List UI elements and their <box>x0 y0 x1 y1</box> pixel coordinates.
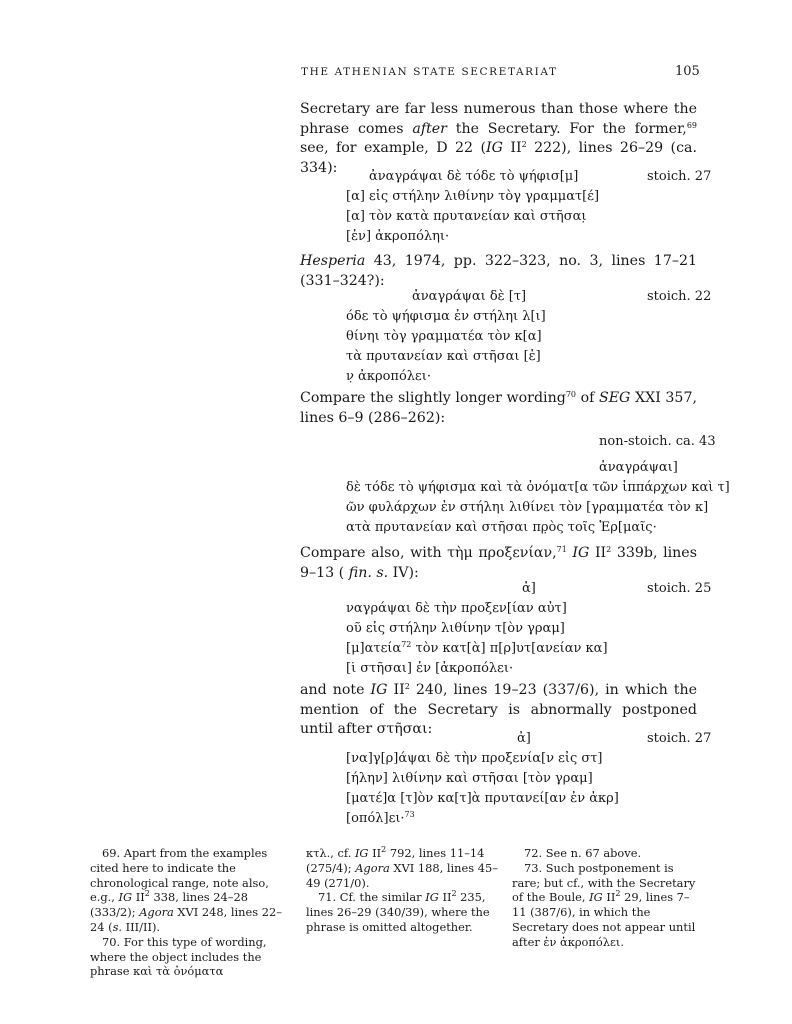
text: κτλ., cf. <box>306 846 355 860</box>
inscription-line: [να]γ[ρ]άψαι δὲ τὴν προξενία[ν εἰς στ] <box>346 751 603 766</box>
stoich-label: stoich. 22 <box>647 289 712 304</box>
emphasis: Agora <box>355 860 390 875</box>
paragraph-3 <box>300 389 697 428</box>
text: 43, 1974, pp. 322–323, no. 3, lines 17–21 (331–324?): <box>300 253 697 289</box>
journal-title: Hesperia <box>300 253 366 269</box>
text: XVI 248, lines 22–24 ( <box>90 905 282 934</box>
text: τὸν κατ[ὰ] π[ρ]υτ[ανείαν κα] <box>411 641 608 656</box>
emphasis: IG <box>354 846 369 860</box>
superscript: 2 <box>615 889 621 899</box>
footnote-ref: 70 <box>565 390 576 399</box>
inscription-line: ατὰ πρυτανείαν καὶ στῆσαι πρ̣ὸς τοῖς Ἑρ[μαῖς· <box>346 520 657 535</box>
emphasis: s. <box>112 919 123 934</box>
footnote-ref: 69 <box>686 120 697 130</box>
inscription-line: θίνηι τὸγ γραμματέα τὸν κ[α] <box>346 329 542 344</box>
inscription-line: ἀ] <box>517 731 531 746</box>
inscription-line <box>346 639 608 660</box>
text: II <box>387 682 405 698</box>
text: II <box>502 140 522 157</box>
superscript: 2 <box>381 845 387 854</box>
text: II <box>602 890 616 905</box>
text: [μ]ατεία <box>346 641 402 656</box>
emphasis: IG <box>118 890 133 905</box>
footnotes-column-3 <box>512 846 704 950</box>
footnotes-column-1 <box>90 846 282 979</box>
text: 29, lines 7–11 (387/6), in which the Secretary does not appear until after ἐν ἀκροπόλει. <box>512 890 696 949</box>
footnote-72: 72. See n. 67 above. <box>524 846 642 860</box>
inscription-line <box>346 809 415 830</box>
inscription-line: ῶν φυλάρχων ἐν στήληι λιθίνει τὸν [γραμματέα τὸν κ] <box>346 500 709 515</box>
footnote-ref: 73 <box>404 810 415 819</box>
text: 338, lines 24–28 (333/2); <box>90 890 248 920</box>
emphasis: IG <box>572 545 590 561</box>
text: Secretary are far less numerous than those where the phrase comes <box>300 101 697 137</box>
text: III/II). <box>122 919 161 934</box>
emphasis: IG <box>486 140 503 157</box>
text: the Secretary. For the former, <box>446 120 687 137</box>
paragraph-2 <box>300 252 697 291</box>
inscription-line: όδε τὸ ψήφισμα ἐν στήληι λ[ι] <box>346 309 546 324</box>
text: 339b, lines 9–13 ( <box>300 545 697 581</box>
footnote-70: 70. For this type of wording, where the object includes the phrase καὶ τὰ ὀνόματα <box>90 934 267 979</box>
superscript: 2 <box>521 140 527 150</box>
inscription-line: [ήλην] λιθίνην καὶ στῆσαι [τὸν γραμ] <box>346 771 593 786</box>
text: Compare the slightly longer wording <box>300 390 566 406</box>
inscription-line: τὰ πρυτανείαν καὶ στῆσαι [ἐ] <box>346 349 541 364</box>
inscription-line: ν̣ ἀκροπόλει· <box>346 369 431 384</box>
emphasis: IG <box>425 890 439 905</box>
emphasis: Agora <box>139 905 174 920</box>
text: 69. Apart from the examples cited here to indicate the chronological range, note also, e.g., <box>90 846 269 905</box>
paragraph-4 <box>300 544 697 583</box>
running-head: THE ATHENIAN STATE SECRETARIAT <box>301 66 558 78</box>
footnote-73 <box>512 861 704 950</box>
inscription-line: ἀναγράψαι δὲ [τ] <box>412 289 527 304</box>
emphasis: IG <box>370 682 388 698</box>
text: see, for example, D 22 ( <box>300 140 487 157</box>
text: Compare also, with τὴμ προξενίαν, <box>300 545 557 561</box>
text: II <box>589 545 607 561</box>
stoich-label: stoich. 27 <box>647 169 712 184</box>
text: 71. Cf. the similar <box>318 890 426 905</box>
text: II <box>132 890 145 905</box>
text: of <box>576 390 599 406</box>
inscription-line: [ἐν] ἀκροπόληι· <box>346 229 450 244</box>
inscription-line: [α] τὸν κατὰ πρυτανείαν καὶ στῆσαι̣ <box>346 209 587 224</box>
inscription-line: οῦ εἰς στήλην λιθίνην τ[ὸν γραμ] <box>346 621 565 636</box>
paragraph-5 <box>300 681 697 740</box>
superscript: 2 <box>144 889 150 899</box>
inscription-line: [α] εἰς στήλην λιθίνην τὸγ γραμματ[έ] <box>346 189 600 204</box>
text: 222), lines 26–29 (ca. 334): <box>300 140 697 176</box>
footnote-69 <box>90 846 282 935</box>
footnote-ref: 72 <box>401 640 412 649</box>
footnotes-column-2 <box>306 846 498 935</box>
inscription-line: [ματέ]α [τ]ὸν κα[τ]ὰ πρυτανεί[αν ἐν ἀκρ] <box>346 791 619 806</box>
emphasis: after <box>412 120 447 137</box>
stoich-label: non-stoich. ca. 43 <box>599 434 716 449</box>
emphasis: fin. s. <box>348 564 389 581</box>
superscript: 2 <box>451 889 457 899</box>
footnote-70-continued <box>306 846 498 890</box>
inscription-line: ἀναγράψαι δὲ τόδε τὸ ψήφισ[μ] <box>369 169 579 184</box>
text: 235, lines 26–29 (340/39), where the phrase is omitted altogether. <box>306 890 490 934</box>
inscription-line: ναγράψαι δὲ τὴν προξεν[ίαν αὐτ] <box>346 601 567 616</box>
inscription-line: ἀ] <box>522 581 536 596</box>
text: XXI 357, lines 6–9 (286–262): <box>300 390 697 426</box>
page-number: 105 <box>675 64 700 79</box>
text: [οπόλ]ει· <box>346 811 405 826</box>
text: IV): <box>388 564 419 581</box>
text: 792, lines 11–14 (275/4); <box>306 846 485 875</box>
text: II <box>438 890 452 905</box>
footnote-ref: 71 <box>556 545 567 554</box>
stoich-label: stoich. 25 <box>647 581 712 596</box>
superscript: 2 <box>606 545 612 554</box>
footnote-71 <box>306 890 498 934</box>
inscription-line: δὲ τόδε τὸ ψήφισμα καὶ τὰ ὀνόματ[α τῶν ἱππάρχων καὶ τ] <box>346 480 730 495</box>
inscription-line: [ι̇ στῆσαι] ἐν [ἀκροπόλει· <box>346 661 514 676</box>
emphasis: SEG <box>598 390 631 406</box>
text: II <box>368 846 382 860</box>
text: 73. Such postponement is rare; but cf., with the Secretary of the Boule, <box>512 860 696 905</box>
text: XVI 188, lines 45–49 (271/0). <box>306 860 498 890</box>
stoich-label: stoich. 27 <box>647 731 712 746</box>
inscription-line: ἀναγράψαι] <box>599 460 678 475</box>
text: and note <box>300 682 371 698</box>
text: 240, lines 19–23 (337/6), in which the mention of the Secretary is abnormally postponed until after στῆσαι: <box>300 682 698 738</box>
emphasis: IG <box>589 890 603 905</box>
superscript: 2 <box>404 682 410 691</box>
